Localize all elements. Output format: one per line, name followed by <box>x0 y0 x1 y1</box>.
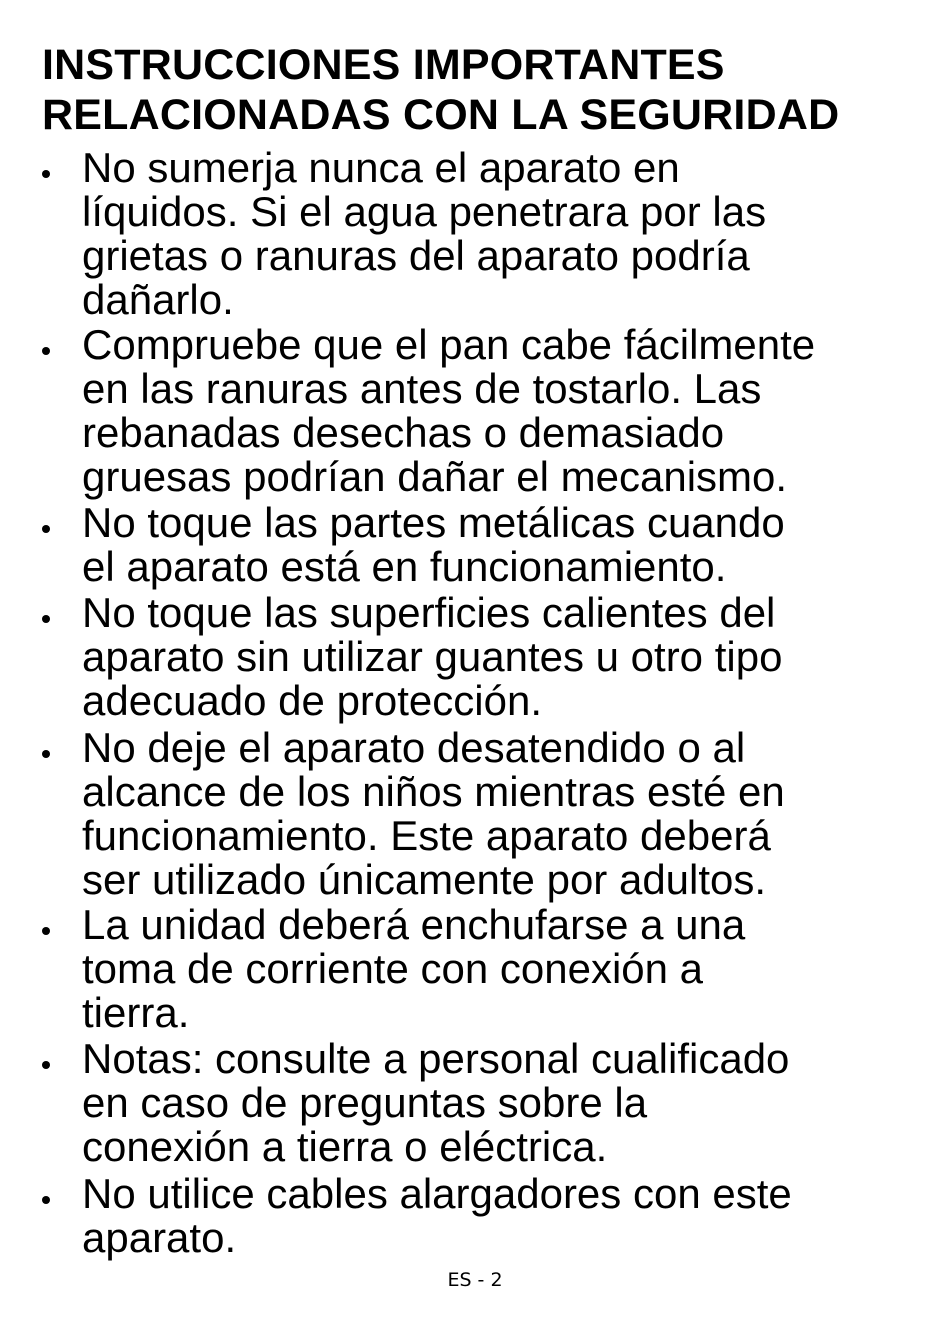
list-item-text <box>82 591 932 723</box>
list-item-line: Compruebe que el pan cabe fácilmente <box>82 321 816 368</box>
list-item-line: No toque las superficies calientes del <box>82 589 776 636</box>
page-title-line-2: RELACIONADAS CON LA SEGURIDAD <box>42 91 840 139</box>
page-number: ES - 2 <box>447 1269 503 1291</box>
page-title-line-1: INSTRUCCIONES IMPORTANTES <box>42 41 725 89</box>
bullet-icon <box>42 170 50 178</box>
list-item-line: aparato. <box>82 1214 237 1261</box>
list-item-line: el aparato está en funcionamiento. <box>82 543 727 590</box>
bullet-icon <box>42 347 50 355</box>
list-item-text <box>82 1037 932 1169</box>
list-item-line: en las ranuras antes de tostarlo. Las <box>82 365 762 412</box>
list-item-line: No sumerja nunca el aparato en <box>82 144 680 191</box>
list-item-line: conexión a tierra o eléctrica. <box>82 1123 608 1170</box>
list-item-line: alcance de los niños mientras esté en <box>82 768 785 815</box>
list-item-text <box>82 726 932 902</box>
bullet-icon <box>42 1061 50 1069</box>
list-item-line: grietas o ranuras del aparato podría <box>82 232 750 279</box>
bullet-icon <box>42 750 50 758</box>
list-item-text <box>82 323 932 499</box>
list-item-text <box>82 1172 932 1260</box>
bullet-icon <box>42 615 50 623</box>
list-item-line: líquidos. Si el agua penetrara por las <box>82 188 767 235</box>
list-item-line: aparato sin utilizar guantes u otro tipo <box>82 633 783 680</box>
list-item-text <box>82 146 932 322</box>
list-item-line: toma de corriente con conexión a <box>82 945 704 992</box>
list-item-line: ser utilizado únicamente por adultos. <box>82 856 767 903</box>
list-item-line: No utilice cables alargadores con este <box>82 1170 792 1217</box>
list-item-line: rebanadas desechas o demasiado <box>82 409 725 456</box>
list-item-line: funcionamiento. Este aparato deberá <box>82 812 771 859</box>
list-item-line: No deje el aparato desatendido o al <box>82 724 746 771</box>
list-item-line: en caso de preguntas sobre la <box>82 1079 648 1126</box>
list-item-line: gruesas podrían dañar el mecanismo. <box>82 453 788 500</box>
bullet-icon <box>42 927 50 935</box>
list-item-line: adecuado de protección. <box>82 677 543 724</box>
list-item-text <box>82 903 932 1035</box>
bullet-icon <box>42 1196 50 1204</box>
list-item-line: Notas: consulte a personal cualificado <box>82 1035 790 1082</box>
list-item-line: tierra. <box>82 989 190 1036</box>
list-item-line: No toque las partes metálicas cuando <box>82 499 785 546</box>
bullet-icon <box>42 525 50 533</box>
page-title <box>42 40 922 140</box>
list-item-line: dañarlo. <box>82 276 234 323</box>
list-item-line: La unidad deberá enchufarse a una <box>82 901 746 948</box>
list-item-text <box>82 501 932 589</box>
